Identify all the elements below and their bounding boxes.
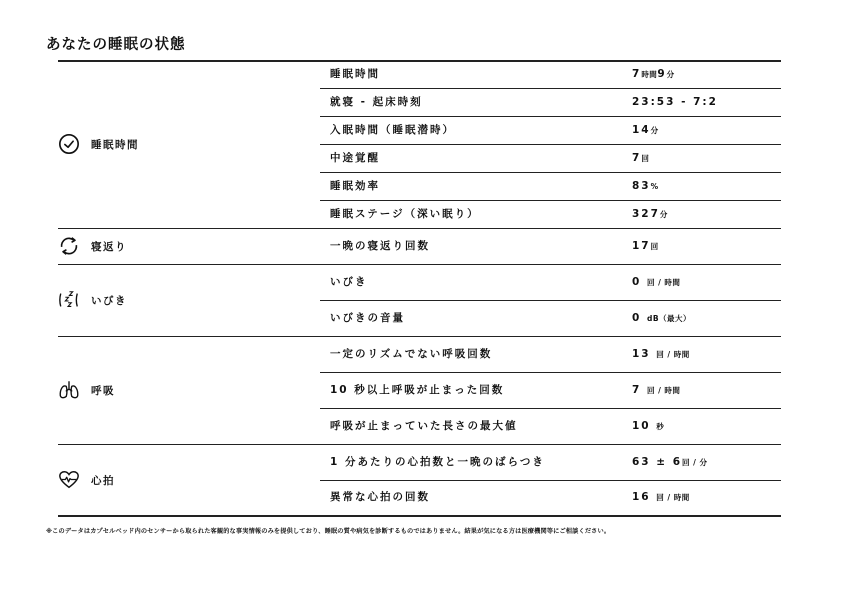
row-divider — [320, 88, 781, 89]
row-divider — [320, 200, 781, 201]
row-value: 7回 — [632, 152, 650, 164]
row-value: 10 秒 — [632, 420, 665, 432]
row-value: 23:53 - 7:2 — [632, 96, 718, 108]
clock-icon — [58, 133, 80, 155]
row-divider — [320, 172, 781, 173]
row-value: 17回 — [632, 240, 659, 252]
row-value: 13 回 / 時間 — [632, 348, 690, 360]
section-divider — [58, 264, 781, 265]
category-label: 睡眠時間 — [91, 138, 139, 151]
category-snoring — [58, 289, 127, 311]
row-divider — [320, 372, 781, 373]
disclaimer-footnote: ※このデータはカプセルベッド内のセンサーから取られた客観的な事実情報のみを提供しており、睡眠の質や病気を診断するものではありません。結果が気になる方は医療機関等にご相談ください。 — [46, 528, 611, 535]
row-value: 7 回 / 時間 — [632, 384, 681, 396]
row-label: 一晩の寝返り回数 — [330, 240, 430, 252]
row-value: 7時間9分 — [632, 68, 675, 80]
row-label: 睡眠ステージ（深い眠り） — [330, 208, 480, 220]
row-label: 10 秒以上呼吸が止まった回数 — [330, 384, 505, 396]
row-value: 14分 — [632, 124, 659, 136]
row-value: 0 dB（最大） — [632, 312, 692, 324]
category-label: いびき — [91, 294, 127, 307]
row-value: 327分 — [632, 208, 668, 220]
row-value: 83% — [632, 180, 659, 192]
heartbeat-icon — [58, 469, 80, 491]
category-label: 心拍 — [91, 474, 115, 487]
category-sleep-time — [58, 133, 139, 155]
lungs-icon — [58, 379, 80, 401]
category-label: 寝返り — [91, 240, 127, 253]
section-divider — [58, 228, 781, 229]
row-label: いびき — [330, 276, 368, 288]
rotate-arrows-icon — [58, 235, 80, 257]
row-label: 呼吸が止まっていた長さの最大値 — [330, 420, 518, 432]
category-breathing — [58, 379, 115, 401]
category-heart-rate — [58, 469, 115, 491]
row-divider — [320, 480, 781, 481]
snore-zzz-icon — [58, 289, 80, 311]
section-divider — [58, 444, 781, 445]
table-top-line — [58, 60, 781, 62]
row-divider — [320, 300, 781, 301]
row-label: 1 分あたりの心拍数と一晩のばらつき — [330, 456, 545, 468]
page-title: あなたの睡眠の状態 — [46, 37, 186, 53]
row-label: いびきの音量 — [330, 312, 405, 324]
table-bottom-line — [58, 515, 781, 517]
section-divider — [58, 336, 781, 337]
category-label: 呼吸 — [91, 384, 115, 397]
row-value: 0 回 / 時間 — [632, 276, 681, 288]
row-divider — [320, 408, 781, 409]
row-divider — [320, 116, 781, 117]
row-label: 睡眠効率 — [330, 180, 380, 192]
category-rolling-over — [58, 235, 127, 257]
row-value: 63 ± 6回 / 分 — [632, 456, 708, 468]
row-label: 異常な心拍の回数 — [330, 491, 430, 503]
row-value: 16 回 / 時間 — [632, 491, 690, 503]
row-label: 睡眠時間 — [330, 68, 380, 80]
row-label: 入眠時間（睡眠潜時） — [330, 124, 455, 136]
row-label: 中途覚醒 — [330, 152, 380, 164]
row-label: 就寝 - 起床時刻 — [330, 96, 423, 108]
row-divider — [320, 144, 781, 145]
row-label: 一定のリズムでない呼吸回数 — [330, 348, 493, 360]
